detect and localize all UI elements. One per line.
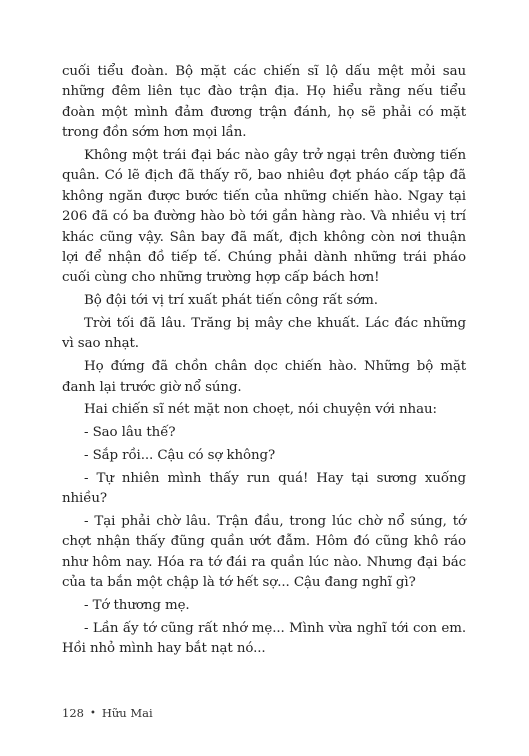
paragraph-3: Bộ đội tới vị trí xuất phát tiến công rất sớm.	[84, 293, 378, 309]
page-footer	[62, 706, 153, 720]
paragraph-1: cuối tiểu đoàn. Bộ mặt các chiến sĩ lộ dấu mệt mỏi sau những đêm liên tục đào trận địa. Họ hiểu rằng nếu tiểu đoàn một mình đảm đương trận đánh, họ sẽ phải có mặt trong đồn sớm hơn mọi lần.	[62, 64, 466, 141]
paragraph-5: Họ đứng đã chồn chân dọc chiến hào. Những bộ mặt đanh lại trước giờ nổ súng.	[62, 359, 466, 395]
paragraph-6: Hai chiến sĩ nét mặt non choẹt, nói chuyện với nhau:	[84, 402, 437, 418]
paragraph-2: Không một trái đại bác nào gây trở ngại trên đường tiến quân. Có lẽ địch đã thấy rõ, bao nhiêu đợt pháo cấp tập đã không ngăn được bước tiến của những chiến hào. Ngay tại 206 đã có ba đường hào bò tới gần hàng rào. Và nhiều vị trí khác cũng vậy. Sân bay đã mất, địch không còn nơi thuận lợi để nhận đồ tiếp tế. Chúng phải dành những trái pháo cuối cùng cho những trường hợp cấp bách hơn!	[62, 148, 466, 286]
author-name: Hữu Mai	[101, 706, 153, 720]
dialogue-line-5: - Tớ thương mẹ.	[84, 598, 190, 614]
footer-separator: •	[89, 707, 96, 719]
dialogue-line-3: - Tự nhiên mình thấy run quá! Hay tại sương xuống nhiều?	[62, 470, 466, 507]
dialogue-line-2: - Sắp rồi... Cậu có sợ không?	[84, 448, 276, 464]
dialogue-line-1: - Sao lâu thế?	[84, 425, 176, 441]
dialogue-line-4: - Tại phải chờ lâu. Trận đầu, trong lúc chờ nổ súng, tớ chợt nhận thấy đũng quần ướt đẫm. Hôm đó cũng khô ráo như hôm nay. Hóa ra tớ đái ra quần lúc nào. Nhưng đại bác của ta bắn một chập là tớ hết sợ... Cậu đang nghĩ gì?	[62, 514, 466, 591]
dialogue-line-6: - Lần ấy tớ cũng rất nhớ mẹ... Mình vừa nghĩ tới con em. Hồi nhỏ mình hay bắt nạt nó...	[62, 620, 466, 657]
body-text	[62, 62, 466, 662]
paragraph-4: Trời tối đã lâu. Trăng bị mây che khuất. Lác đác những vì sao nhạt.	[62, 316, 466, 352]
page-number: 128	[62, 706, 84, 720]
